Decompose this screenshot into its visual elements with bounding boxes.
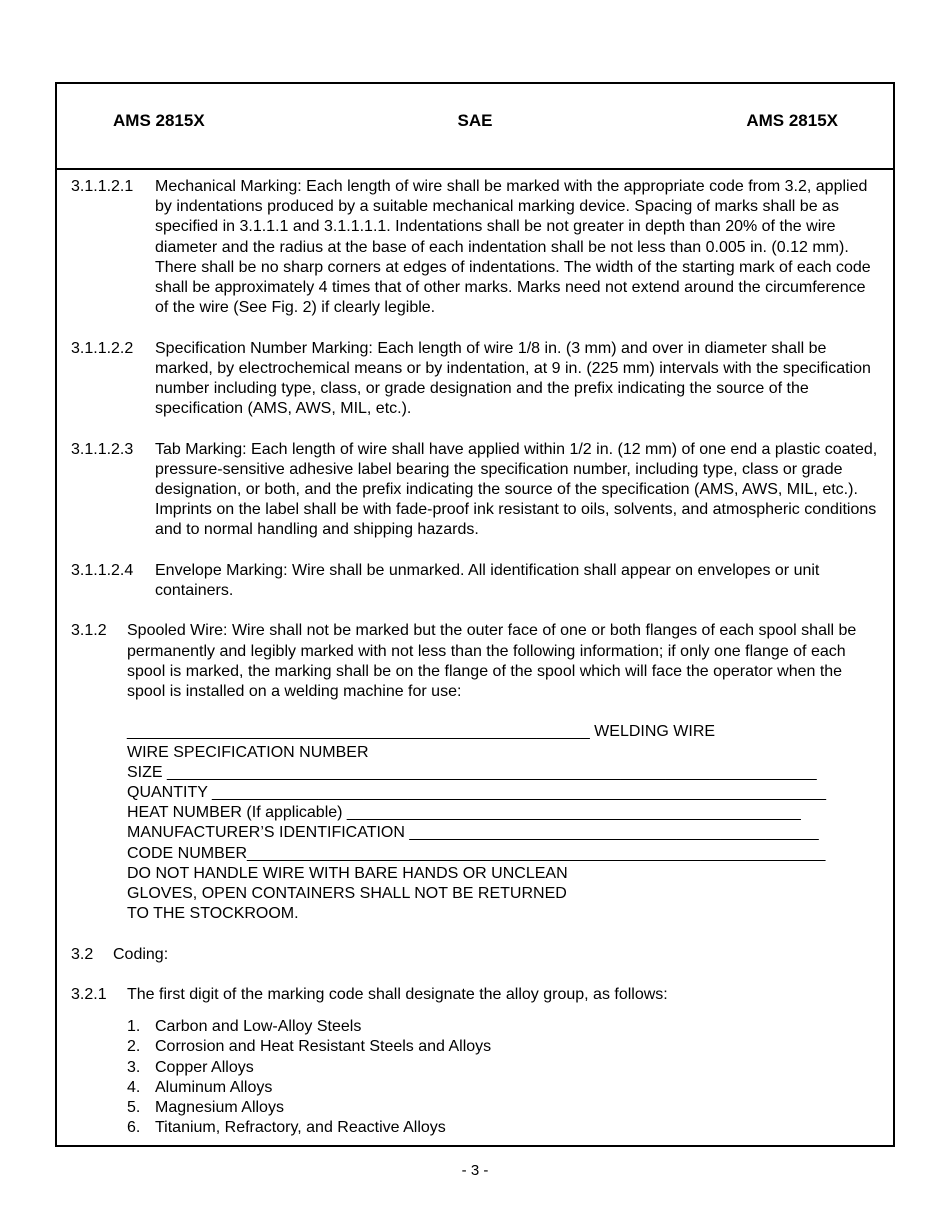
form-line-welding-wire: ____________________________________________________ WELDING WIRE	[127, 723, 716, 741]
list-item-number: 2.	[127, 1038, 141, 1056]
section-number: 3.2	[71, 945, 94, 963]
header-doc-id-right: AMS 2815X	[746, 111, 838, 130]
form-line-manufacturer: MANUFACTURER’S IDENTIFICATION ______________________________________________	[127, 824, 819, 842]
section-text: Coding:	[113, 945, 169, 963]
section-text: Spooled Wire: Wire shall not be marked but the outer face of one or both flanges of each spool shall be permanently and legibly marked with not less than the following information; if only one flange of each spool is marked, the marking shall be on the flange of the spool which will face the operator when the spool is installed on a welding machine for use:	[127, 622, 857, 701]
list-item-label: Titanium, Refractory, and Reactive Alloys	[155, 1119, 446, 1137]
page-number: - 3 -	[461, 1162, 489, 1179]
page-frame	[55, 82, 895, 1147]
section-text: Specification Number Marking: Each length of wire 1/8 in. (3 mm) and over in diameter shall be marked, by electrochemical means or by indentation, at 9 in. (225 mm) intervals with the specification number including type, class, or grade designation and the prefix indicating the source of the specification (AMS, AWS, MIL, etc.).	[155, 339, 871, 418]
list-item-label: Carbon and Low-Alloy Steels	[155, 1018, 362, 1036]
section-text: Mechanical Marking: Each length of wire shall be marked with the appropriate code from 3.2, applied by indentations produced by a suitable mechanical marking device. Spacing of marks shall be as specified in 3.1.1.1 and 3.1.1.1.1. Indentations shall be not greater in depth than 20% of the wire diameter and the radius at the base of each indentation shall be not less than 0.005 in. (0.12 mm). There shall be no sharp corners at edges of indentations. The width of the starting mark of each code shall be approximately 4 times that of other marks. Marks need not extend around the circumference of the wire (See Fig. 2) if clearly legible.	[155, 178, 871, 317]
header-org: SAE	[457, 111, 493, 130]
form-line-spec-number: WIRE SPECIFICATION NUMBER	[127, 743, 369, 761]
section-number: 3.1.1.2.1	[71, 178, 134, 195]
page-body	[71, 177, 879, 1138]
list-item	[127, 1098, 879, 1118]
list-item-label: Corrosion and Heat Resistant Steels and Alloys	[155, 1038, 492, 1056]
section-number: 3.1.2	[71, 622, 107, 640]
list-item	[127, 1058, 879, 1078]
section-3-1-2	[71, 621, 879, 702]
list-item-label: Copper Alloys	[155, 1058, 254, 1076]
form-line-size: SIZE _________________________________________________________________________	[127, 763, 817, 781]
alloy-group-list	[71, 1017, 879, 1138]
section-text: Envelope Marking: Wire shall be unmarked. All identification shall appear on envelopes or unit containers.	[155, 561, 820, 600]
section-number: 3.1.1.2.3	[71, 440, 134, 458]
section-text: The first digit of the marking code shall designate the alloy group, as follows:	[127, 986, 668, 1004]
section-3-1-1-2-3	[71, 440, 879, 541]
list-item-number: 6.	[127, 1119, 141, 1137]
form-warning-line: GLOVES, OPEN CONTAINERS SHALL NOT BE RETURNED	[127, 885, 567, 903]
list-item-label: Magnesium Alloys	[155, 1099, 284, 1117]
list-item	[127, 1118, 879, 1138]
form-warning-line: DO NOT HANDLE WIRE WITH BARE HANDS OR UNCLEAN	[127, 864, 568, 882]
list-item-number: 3.	[127, 1058, 141, 1076]
list-item	[127, 1078, 879, 1098]
list-item-label: Aluminum Alloys	[155, 1078, 273, 1096]
list-item	[127, 1037, 879, 1057]
section-3-2-1	[71, 985, 879, 1005]
section-number: 3.2.1	[71, 986, 107, 1004]
section-number: 3.1.1.2.2	[71, 339, 134, 357]
section-3-1-1-2-4	[71, 561, 879, 601]
list-item-number: 5.	[127, 1099, 141, 1117]
form-line-code-number: CODE NUMBER_________________________________________________________________	[127, 844, 826, 862]
form-line-heat-number: HEAT NUMBER (If applicable) ___________________________________________________	[127, 804, 801, 822]
spool-marking-form	[71, 722, 879, 924]
list-item-number: 4.	[127, 1078, 141, 1096]
section-number: 3.1.1.2.4	[71, 561, 134, 579]
list-item-number: 1.	[127, 1018, 141, 1036]
list-item	[127, 1017, 879, 1037]
page-header	[57, 84, 893, 170]
form-warning-line: TO THE STOCKROOM.	[127, 905, 299, 923]
section-text: Tab Marking: Each length of wire shall have applied within 1/2 in. (12 mm) of one end a plastic coated, pressure-sensitive adhesive label bearing the specification number, including type, class or grade designation, or both, and the prefix indicating the source of the specification (AMS, AWS, MIL, etc.). Imprints on the label shall be with fade-proof ink resistant to oils, solvents, and atmospheric conditions and to normal handling and shipping hazards.	[155, 440, 878, 539]
section-3-2	[71, 945, 879, 965]
header-doc-id-left: AMS 2815X	[113, 111, 205, 130]
section-3-1-1-2-2	[71, 339, 879, 420]
section-3-1-1-2-1	[71, 177, 879, 318]
form-line-quantity: QUANTITY _____________________________________________________________________	[127, 784, 827, 802]
